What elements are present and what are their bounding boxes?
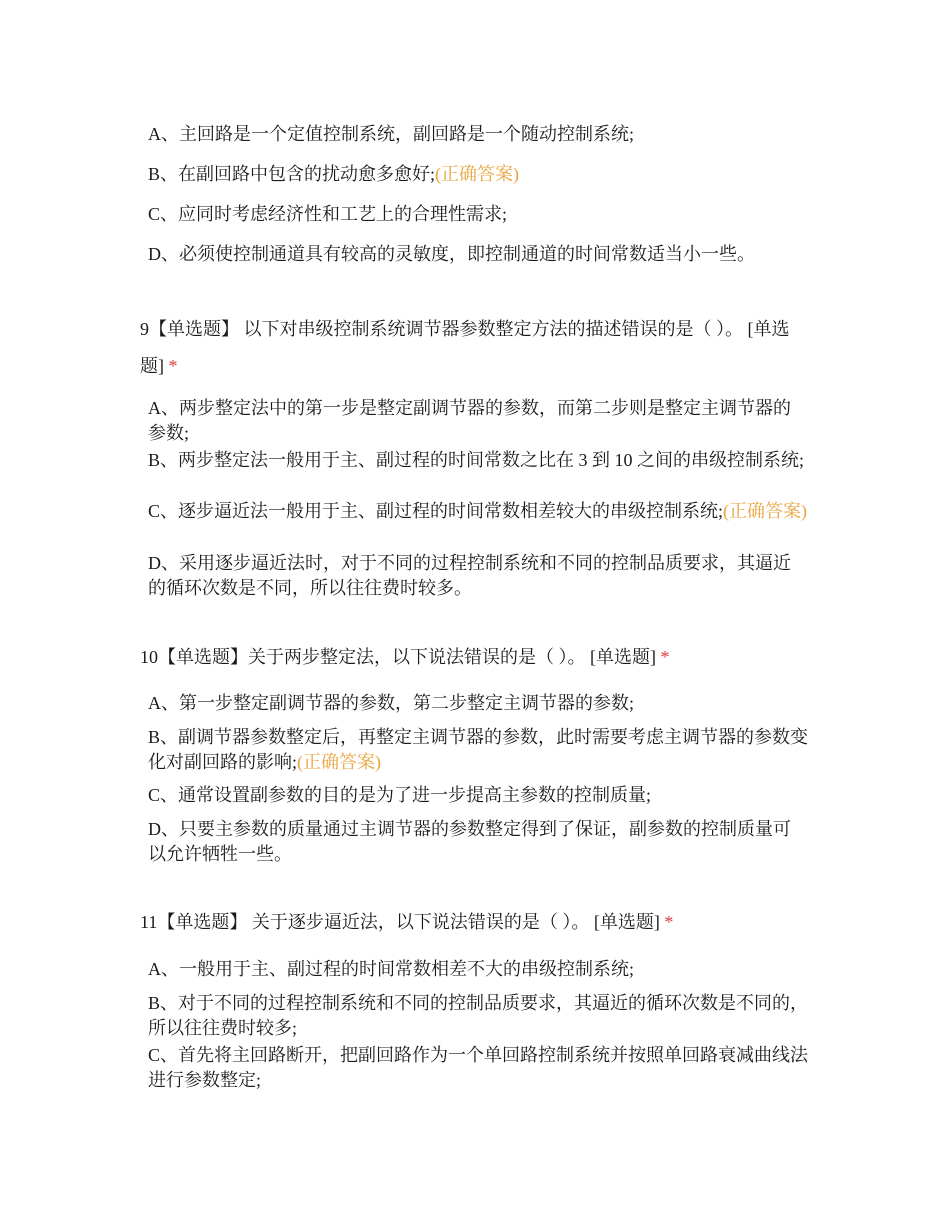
q9-option-d-text: D、采用逐步逼近法时，对于不同的过程控制系统和不同的控制品质要求，其逼近的循环次数是不同，所以往往费时较多。 <box>148 553 791 598</box>
q8-option-b[interactable] <box>148 162 808 187</box>
correct-answer-marker: (正确答案) <box>297 752 382 772</box>
q10-option-c-text: C、通常设置副参数的目的是为了进一步提高主参数的控制质量; <box>148 785 652 805</box>
q8-option-d-text: D、必须使控制通道具有较高的灵敏度，即控制通道的时间常数适当小一些。 <box>148 244 755 264</box>
q10-option-d[interactable] <box>148 817 808 867</box>
q10-title <box>140 639 812 676</box>
correct-answer-marker: (正确答案) <box>435 164 520 184</box>
q11-option-c[interactable] <box>148 1043 808 1093</box>
required-asterisk: * <box>168 356 178 376</box>
q10-option-a-text: A、第一步整定副调节器的参数，第二步整定主调节器的参数; <box>148 693 634 713</box>
q9-option-a-text: A、两步整定法中的第一步是整定副调节器的参数，而第二步则是整定主调节器的参数; <box>148 398 791 443</box>
q9-title <box>140 311 812 385</box>
q8-option-c-text: C、应同时考虑经济性和工艺上的合理性需求; <box>148 204 508 224</box>
q11-option-b[interactable] <box>148 991 808 1041</box>
q9-option-b[interactable] <box>148 448 808 473</box>
q9-option-a[interactable] <box>148 396 808 446</box>
q8-option-c[interactable] <box>148 202 808 227</box>
q10-option-b-text: B、副调节器参数整定后，再整定主调节器的参数，此时需要考虑主调节器的参数变化对副回路的影响; <box>148 727 809 772</box>
q10-option-a[interactable] <box>148 691 808 716</box>
q11-title-text: 11【单选题】 关于逐步逼近法，以下说法错误的是（ ）。 [单选题] <box>140 912 660 932</box>
q8-option-a-text: A、主回路是一个定值控制系统，副回路是一个随动控制系统; <box>148 124 634 144</box>
q9-option-c-text: C、逐步逼近法一般用于主、副过程的时间常数相差较大的串级控制系统; <box>148 501 724 521</box>
required-asterisk: * <box>660 647 670 667</box>
q9-option-d[interactable] <box>148 551 808 601</box>
q8-option-d[interactable] <box>148 242 808 267</box>
required-asterisk: * <box>664 912 674 932</box>
q11-option-a[interactable] <box>148 957 808 982</box>
q10-option-b[interactable] <box>148 725 808 775</box>
correct-answer-marker: (正确答案) <box>723 501 808 521</box>
q11-option-b-text: B、对于不同的过程控制系统和不同的控制品质要求，其逼近的循环次数是不同的，所以往往费时较多; <box>148 993 809 1038</box>
q10-title-text: 10【单选题】关于两步整定法，以下说法错误的是（ ）。 [单选题] <box>140 647 656 667</box>
q11-option-a-text: A、一般用于主、副过程的时间常数相差不大的串级控制系统; <box>148 959 634 979</box>
q10-option-d-text: D、只要主参数的质量通过主调节器的参数整定得到了保证，副参数的控制质量可以允许牺牲一些。 <box>148 819 791 864</box>
q8-option-b-text: B、在副回路中包含的扰动愈多愈好; <box>148 164 436 184</box>
q10-option-c[interactable] <box>148 783 808 808</box>
q9-option-b-text: B、两步整定法一般用于主、副过程的时间常数之比在 3 到 10 之间的串级控制系统; <box>148 450 805 470</box>
q8-option-a[interactable] <box>148 122 808 147</box>
q11-title <box>140 904 812 941</box>
q9-title-text: 9【单选题】 以下对串级控制系统调节器参数整定方法的描述错误的是（ ）。 [单选题] <box>140 319 790 376</box>
q11-option-c-text: C、首先将主回路断开，把副回路作为一个单回路控制系统并按照单回路衰减曲线法进行参数整定; <box>148 1045 809 1090</box>
q9-option-c[interactable] <box>148 499 808 524</box>
